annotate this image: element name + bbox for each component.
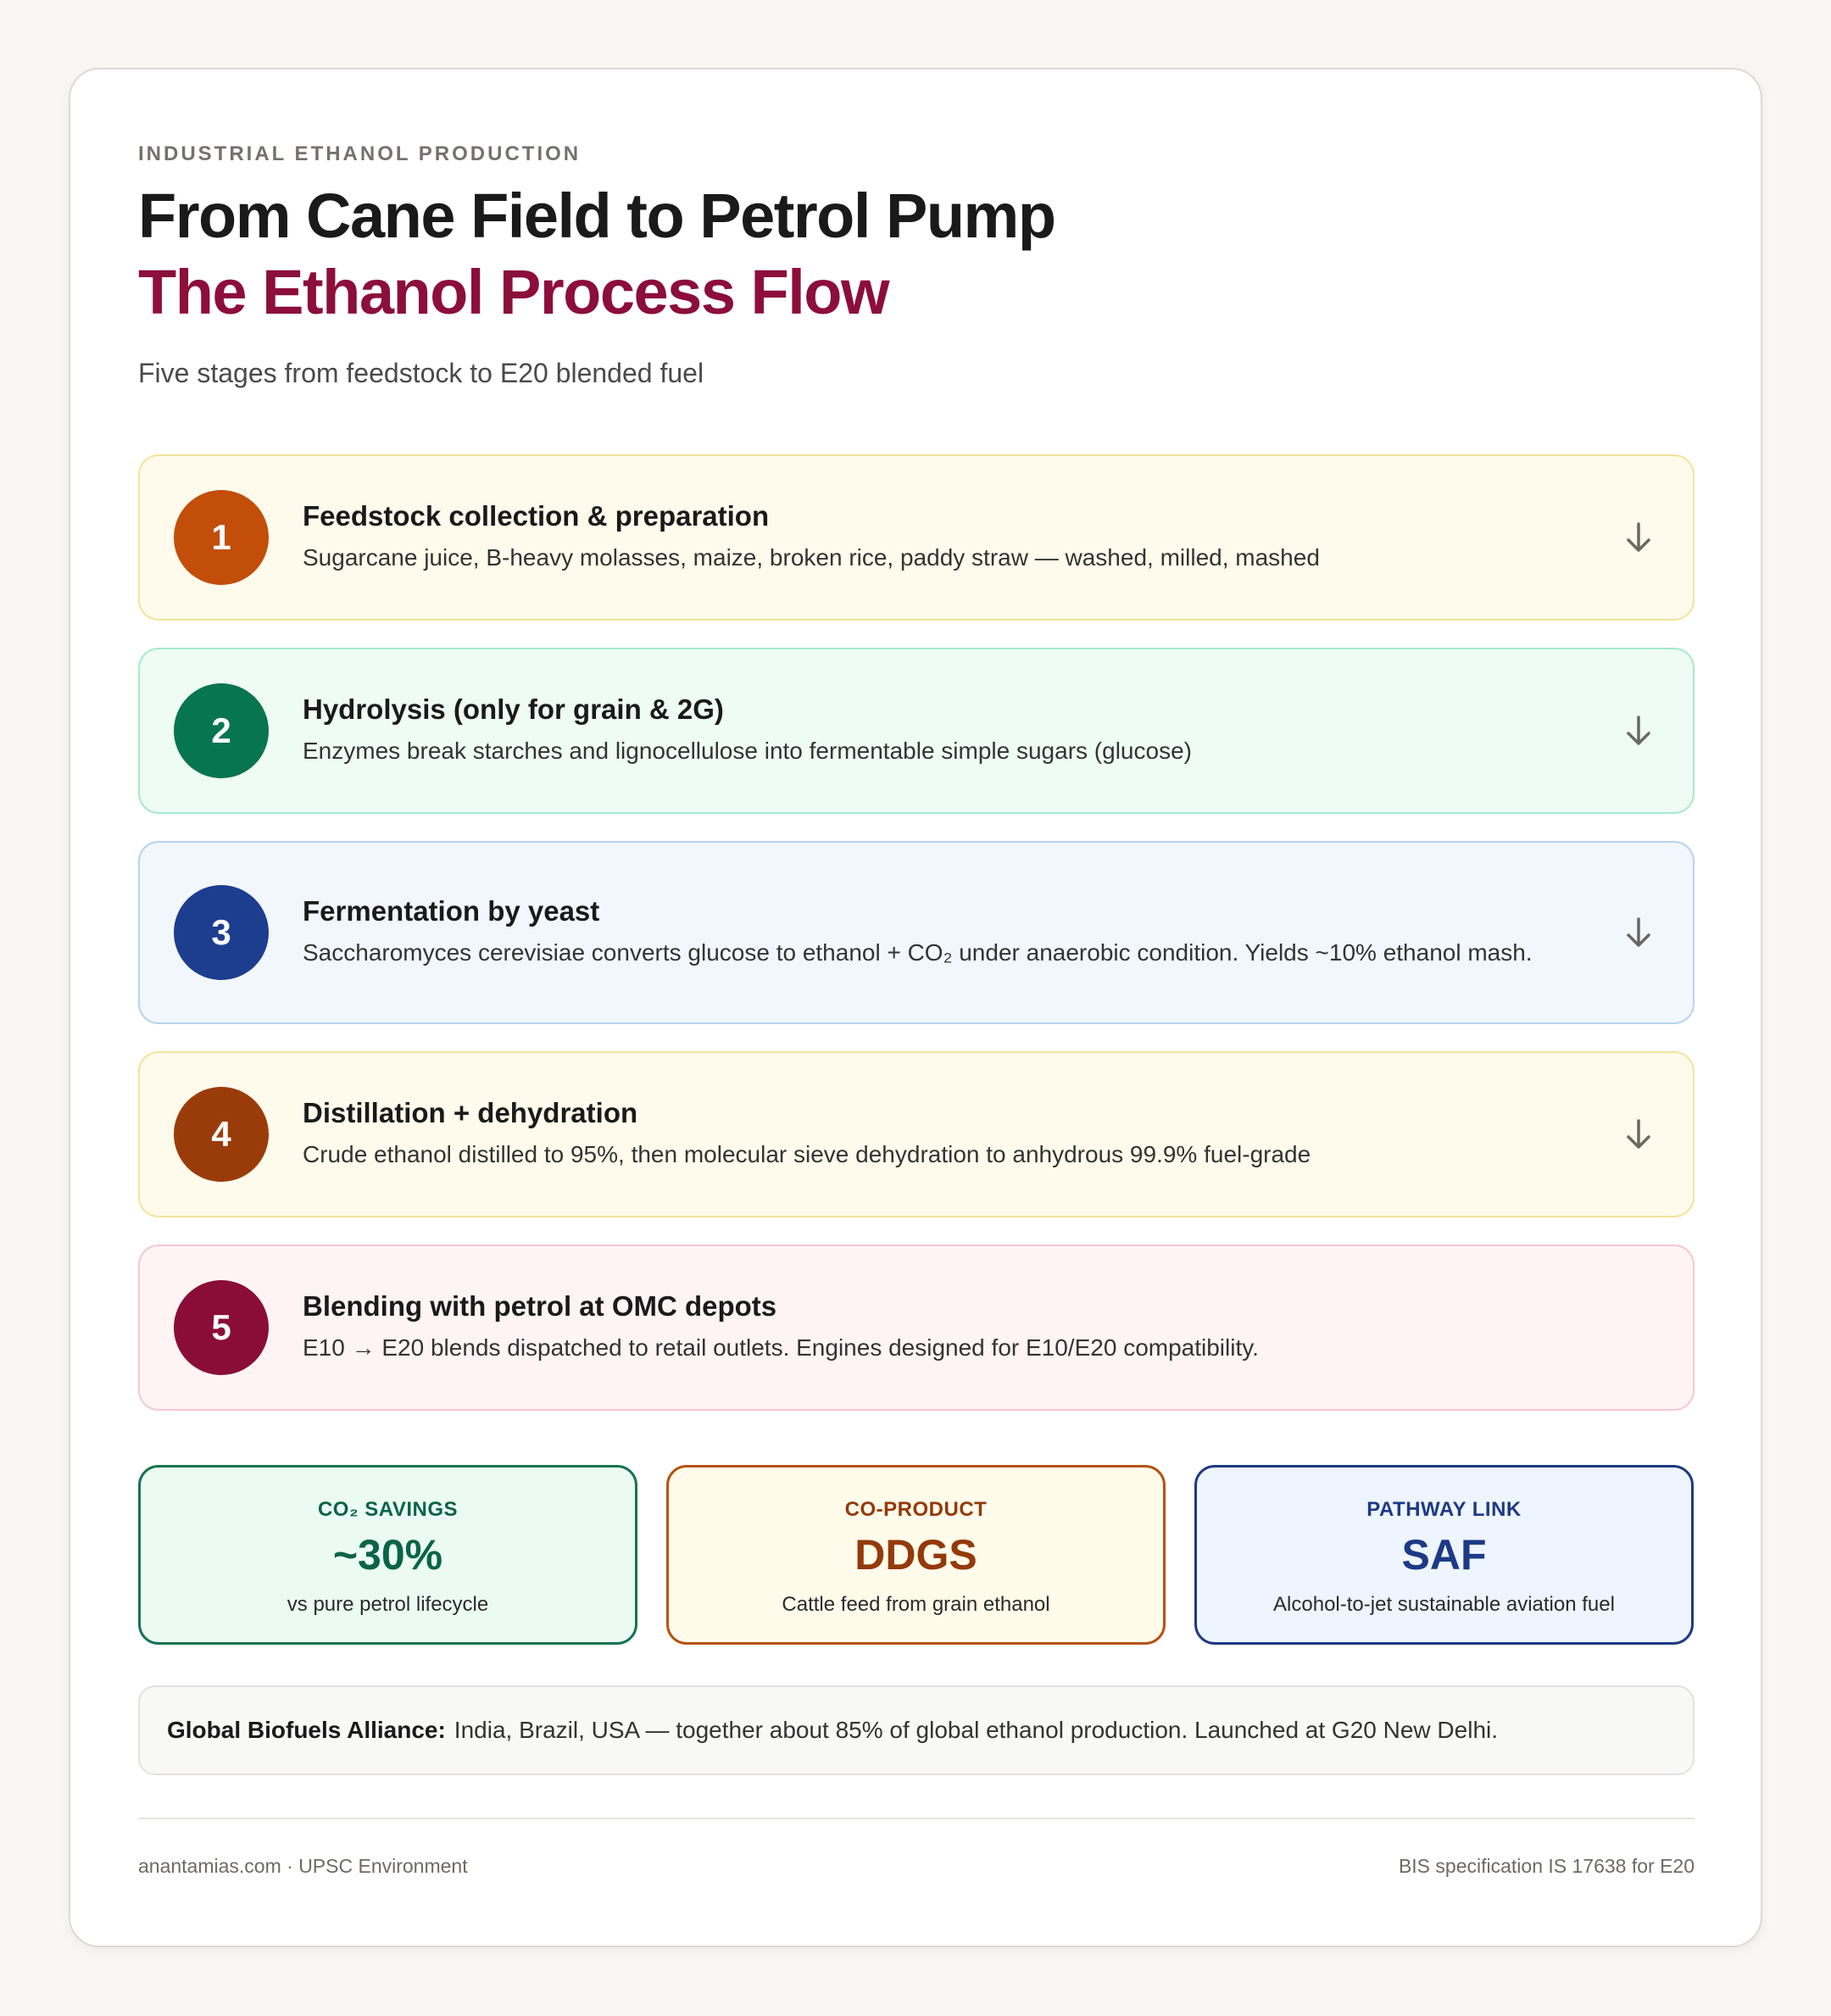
step-title: Fermentation by yeast: [303, 895, 600, 927]
stat-value: DDGS: [854, 1531, 977, 1579]
step-description: Saccharomyces cerevisiae converts glucose to ethanol + CO₂ under anaerobic condition. Yields ~10% ethanol mash.: [303, 939, 1533, 966]
step-description: E10 → E20 blends dispatched to retail outlets. Engines designed for E10/E20 compatibility.: [303, 1334, 1259, 1361]
step-number-badge: 5: [174, 1280, 269, 1375]
step-title: Blending with petrol at OMC depots: [303, 1290, 777, 1322]
process-step-3: [138, 841, 1695, 1024]
step-number-badge: 1: [174, 490, 269, 585]
step-description: Enzymes break starches and lignocellulose into fermentable simple sugars (glucose): [303, 738, 1192, 764]
stat-card-co2-savings: [138, 1465, 637, 1645]
step-title: Feedstock collection & preparation: [303, 500, 770, 532]
footer-spec: BIS specification IS 17638 for E20: [1398, 1855, 1695, 1877]
note-text: India, Brazil, USA — together about 85% of global ethanol production. Launched at G20 New Delhi.: [454, 1717, 1499, 1743]
page-subtitle-accent: The Ethanol Process Flow: [138, 257, 889, 327]
step-text: [303, 1097, 1566, 1172]
arrow-down-icon: [1620, 712, 1657, 749]
stat-card-pathway-link: [1194, 1465, 1694, 1645]
step-number-badge: 3: [174, 885, 269, 980]
step-title: Distillation + dehydration: [303, 1097, 638, 1128]
step-number-badge: 4: [174, 1087, 269, 1182]
process-step-4: [138, 1051, 1695, 1217]
page-title: From Cane Field to Petrol Pump: [138, 181, 1055, 251]
stat-caption: Cattle feed from grain ethanol: [782, 1593, 1050, 1616]
stat-label: CO-PRODUCT: [844, 1498, 988, 1521]
stat-label: PATHWAY LINK: [1366, 1498, 1522, 1521]
footer-source: anantamias.com · UPSC Environment: [138, 1855, 468, 1877]
stat-card-co-product: [666, 1465, 1166, 1645]
process-step-2: [138, 648, 1695, 814]
stat-value: SAF: [1401, 1531, 1487, 1579]
stat-caption: vs pure petrol lifecycle: [287, 1593, 489, 1616]
step-text: [303, 1290, 1566, 1365]
page-description: Five stages from feedstock to E20 blended fuel: [138, 358, 704, 388]
step-text: [303, 895, 1566, 970]
process-step-5: [138, 1245, 1695, 1411]
info-note: [138, 1685, 1695, 1775]
process-step-1: [138, 454, 1695, 621]
stat-caption: Alcohol-to-jet sustainable aviation fuel: [1273, 1593, 1615, 1616]
arrow-down-icon: [1620, 519, 1657, 556]
infographic-card: [69, 68, 1762, 1947]
stat-value: ~30%: [332, 1531, 443, 1579]
step-text: [303, 693, 1566, 768]
step-description: Crude ethanol distilled to 95%, then molecular sieve dehydration to anhydrous 99.9% fuel-grade: [303, 1141, 1311, 1167]
step-text: [303, 500, 1566, 575]
eyebrow-label: INDUSTRIAL ETHANOL PRODUCTION: [138, 142, 582, 165]
step-number-badge: 2: [174, 683, 269, 778]
step-title: Hydrolysis (only for grain & 2G): [303, 693, 724, 725]
stat-label: CO₂ SAVINGS: [317, 1498, 459, 1521]
footer-divider: [138, 1818, 1695, 1819]
step-description: Sugarcane juice, B-heavy molasses, maize, broken rice, paddy straw — washed, milled, mashed: [303, 544, 1320, 571]
note-label: Global Biofuels Alliance:: [167, 1717, 446, 1743]
arrow-down-icon: [1620, 1116, 1657, 1153]
arrow-down-icon: [1620, 914, 1657, 951]
